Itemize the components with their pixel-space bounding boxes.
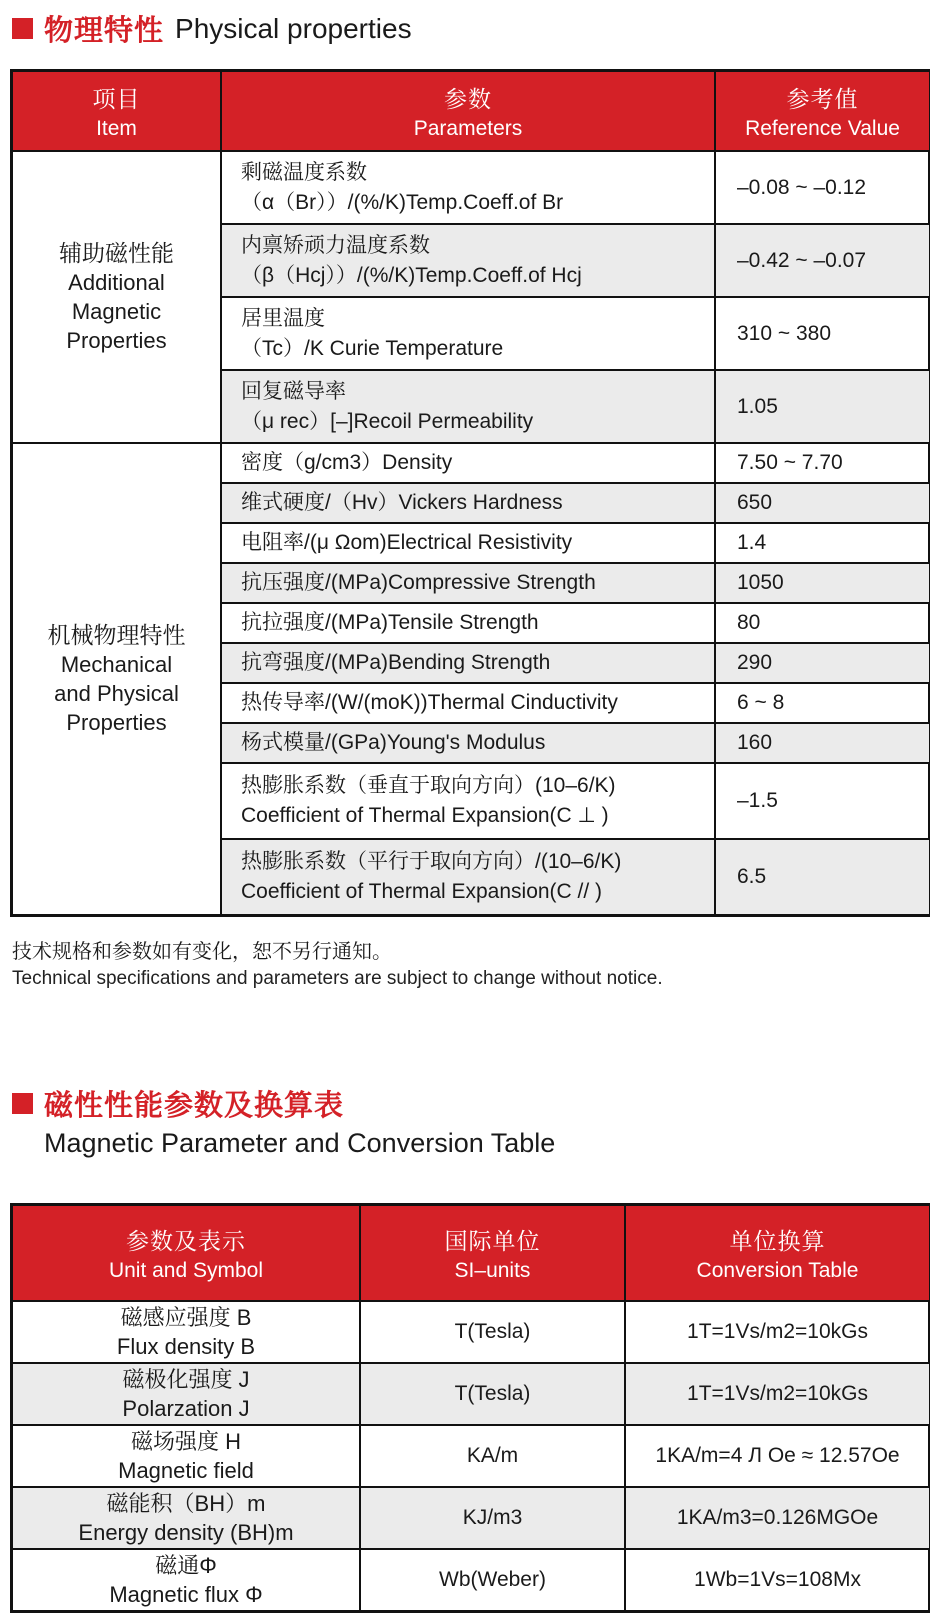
section1-title-en: Physical properties [175, 12, 412, 44]
col-header-unit-symbol-zh: 参数及表示 [126, 1228, 246, 1254]
group-cell-additional-magnetic [12, 151, 221, 443]
col-header-reference-en: Reference Value [745, 117, 900, 140]
label-line: Energy density (BH)m [78, 1520, 294, 1545]
label-line: Polarzation J [122, 1396, 250, 1421]
value-cell-curie-temperature [715, 297, 930, 370]
param-cell-electrical-resistivity [221, 523, 715, 563]
col-header-parameters-en: Parameters [413, 117, 523, 140]
group-line: Properties [66, 328, 167, 353]
param-line: 抗弯强度/(MPa)Bending Strength [241, 651, 551, 674]
reference-value: 160 [737, 731, 773, 754]
conversion-value: 1KA/m=4 Л Oe ≈ 12.57Oe [655, 1444, 900, 1467]
param-cell-vickers-hardness [221, 483, 715, 523]
value-cell-temp-coeff-br [715, 151, 930, 224]
unit-cell-energy-density [360, 1487, 625, 1549]
reference-value: 1.4 [737, 531, 767, 554]
si-unit: KJ/m3 [462, 1506, 523, 1529]
section2-heading [0, 1083, 940, 1159]
reference-value: 290 [737, 651, 773, 674]
col-header-item-en: Item [96, 117, 137, 140]
label-cell-magnetic-field [12, 1425, 360, 1487]
param-line: 内禀矫顽力温度系数 [241, 233, 430, 257]
section2-title-en: Magnetic Parameter and Conversion Table [44, 1128, 556, 1158]
col-header-si-units-zh: 国际单位 [444, 1228, 541, 1254]
group-line: 机械物理特性 [47, 622, 186, 648]
param-cell-youngs-modulus [221, 723, 715, 763]
si-unit: T(Tesla) [454, 1382, 531, 1405]
si-unit: T(Tesla) [454, 1320, 531, 1343]
value-cell-density [715, 443, 930, 483]
conversion-value: 1T=1Vs/m2=10kGs [687, 1320, 868, 1343]
group-line: Mechanical [60, 652, 173, 677]
unit-cell-magnetic-field [360, 1425, 625, 1487]
param-line: （α（Br））/(%/K)Temp.Coeff.of Br [241, 190, 564, 214]
reference-value: 310 ~ 380 [737, 321, 832, 345]
reference-value: 650 [737, 491, 773, 514]
reference-value: 1050 [737, 571, 784, 594]
conversion-cell-polarization [625, 1363, 930, 1425]
label-line: 磁能积（BH）m [106, 1491, 266, 1516]
param-line: 回复磁导率 [241, 379, 346, 403]
section2-title-zh: 磁性性能参数及换算表 [44, 1090, 345, 1122]
col-header-parameters [221, 71, 715, 151]
conversion-cell-flux-density [625, 1301, 930, 1363]
param-cell-temp-coeff-hcj [221, 224, 715, 297]
change-notice [12, 939, 940, 991]
col-header-conversion [625, 1205, 930, 1301]
param-cell-curie-temperature [221, 297, 715, 370]
col-header-conversion-en: Conversion Table [696, 1259, 859, 1282]
conversion-table [10, 1203, 930, 1613]
label-line: Flux density B [116, 1334, 256, 1359]
param-line: （β（Hcj））/(%/K)Temp.Coeff.of Hcj [241, 263, 582, 287]
label-cell-energy-density [12, 1487, 360, 1549]
param-line: 热膨胀系数（平行于取向方向）/(10–6/K) [241, 850, 622, 873]
col-header-item [12, 71, 221, 151]
param-line: Coefficient of Thermal Expansion(C ⊥ ) [241, 804, 609, 827]
param-cell-tensile-strength [221, 603, 715, 643]
param-line: 密度（g/cm3）Density [241, 451, 453, 474]
param-line: 杨式模量/(GPa)Young's Modulus [241, 731, 546, 754]
param-cell-thermal-conductivity [221, 683, 715, 723]
conversion-cell-magnetic-field [625, 1425, 930, 1487]
col-header-conversion-zh: 单位换算 [729, 1228, 826, 1254]
conversion-value: 1KA/m3=0.126MGOe [676, 1506, 879, 1529]
param-line: 电阻率/(μ Ωom)Electrical Resistivity [241, 531, 573, 554]
group-line: Additional [68, 270, 165, 295]
group-line: Properties [66, 710, 167, 735]
unit-cell-magnetic-flux [360, 1549, 625, 1611]
reference-value: 6.5 [737, 865, 767, 888]
group-line: 辅助磁性能 [59, 240, 174, 266]
col-header-si-units-en: SI–units [454, 1259, 531, 1282]
section1-title-zh: 物理特性 [44, 15, 165, 47]
col-header-si-units [360, 1205, 625, 1301]
label-line: 磁极化强度 J [122, 1367, 250, 1392]
red-square-bullet-icon [12, 18, 33, 39]
conversion-cell-magnetic-flux [625, 1549, 930, 1611]
param-line: 居里温度 [241, 306, 325, 330]
label-line: 磁场强度 H [130, 1429, 241, 1454]
reference-value: 7.50 ~ 7.70 [737, 451, 843, 474]
label-line: 磁感应强度 B [120, 1305, 252, 1330]
param-line: 抗压强度/(MPa)Compressive Strength [241, 571, 596, 594]
si-unit: KA/m [466, 1444, 519, 1467]
param-line: Coefficient of Thermal Expansion(C // ) [241, 880, 603, 903]
value-cell-thermal-expansion-parallel [715, 839, 930, 915]
value-cell-tensile-strength [715, 603, 930, 643]
reference-value: 1.05 [737, 394, 778, 418]
param-cell-temp-coeff-br [221, 151, 715, 224]
group-line: Magnetic [71, 299, 162, 324]
param-line: 剩磁温度系数 [241, 160, 367, 184]
value-cell-bending-strength [715, 643, 930, 683]
conversion-value: 1Wb=1Vs=108Mx [694, 1568, 861, 1591]
param-cell-thermal-expansion-perpendicular [221, 763, 715, 839]
col-header-item-zh: 项目 [92, 86, 141, 112]
red-square-bullet-icon [12, 1093, 33, 1114]
col-header-unit-and-symbol [12, 1205, 360, 1301]
reference-value: –0.42 ~ –0.07 [737, 248, 867, 272]
param-line: 热膨胀系数（垂直于取向方向）(10–6/K) [241, 774, 616, 797]
group-line: and Physical [54, 681, 179, 706]
param-line: （μ rec）[–]Recoil Permeability [241, 409, 534, 433]
reference-value: –1.5 [737, 789, 778, 812]
value-cell-electrical-resistivity [715, 523, 930, 563]
param-cell-thermal-expansion-parallel [221, 839, 715, 915]
value-cell-temp-coeff-hcj [715, 224, 930, 297]
label-line: Magnetic field [118, 1458, 254, 1483]
value-cell-recoil-permeability [715, 370, 930, 443]
col-header-reference-zh: 参考值 [786, 86, 859, 112]
conversion-value: 1T=1Vs/m2=10kGs [687, 1382, 868, 1405]
param-cell-compressive-strength [221, 563, 715, 603]
reference-value: 80 [737, 611, 761, 634]
group-cell-mechanical-physical [12, 443, 221, 915]
value-cell-vickers-hardness [715, 483, 930, 523]
si-unit: Wb(Weber) [439, 1568, 546, 1591]
param-line: 热传导率/(W/(moK))Thermal Cinductivity [241, 691, 618, 714]
reference-value: 6 ~ 8 [737, 691, 785, 714]
value-cell-thermal-expansion-perpendicular [715, 763, 930, 839]
label-line: 磁通Φ [155, 1553, 217, 1578]
col-header-parameters-zh: 参数 [444, 86, 492, 112]
param-cell-bending-strength [221, 643, 715, 683]
value-cell-thermal-conductivity [715, 683, 930, 723]
col-header-unit-symbol-en: Unit and Symbol [108, 1259, 264, 1282]
section1-heading [12, 8, 940, 49]
value-cell-youngs-modulus [715, 723, 930, 763]
change-notice-en: Technical specifications and parameters are subject to change without notice. [12, 968, 663, 989]
label-cell-polarization [12, 1363, 360, 1425]
param-line: （Tc）/K Curie Temperature [241, 336, 504, 360]
param-line: 维式硬度/（Hv）Vickers Hardness [241, 491, 563, 514]
change-notice-zh: 技术规格和参数如有变化，恕不另行通知。 [12, 941, 392, 963]
value-cell-compressive-strength [715, 563, 930, 603]
physical-properties-table [10, 69, 930, 917]
label-line: Magnetic flux Φ [109, 1582, 263, 1607]
col-header-reference-value [715, 71, 930, 151]
conversion-cell-energy-density [625, 1487, 930, 1549]
reference-value: –0.08 ~ –0.12 [737, 175, 867, 199]
unit-cell-polarization [360, 1363, 625, 1425]
param-cell-density [221, 443, 715, 483]
unit-cell-flux-density [360, 1301, 625, 1363]
param-cell-recoil-permeability [221, 370, 715, 443]
label-cell-flux-density [12, 1301, 360, 1363]
label-cell-magnetic-flux [12, 1549, 360, 1611]
param-line: 抗拉强度/(MPa)Tensile Strength [241, 611, 539, 634]
